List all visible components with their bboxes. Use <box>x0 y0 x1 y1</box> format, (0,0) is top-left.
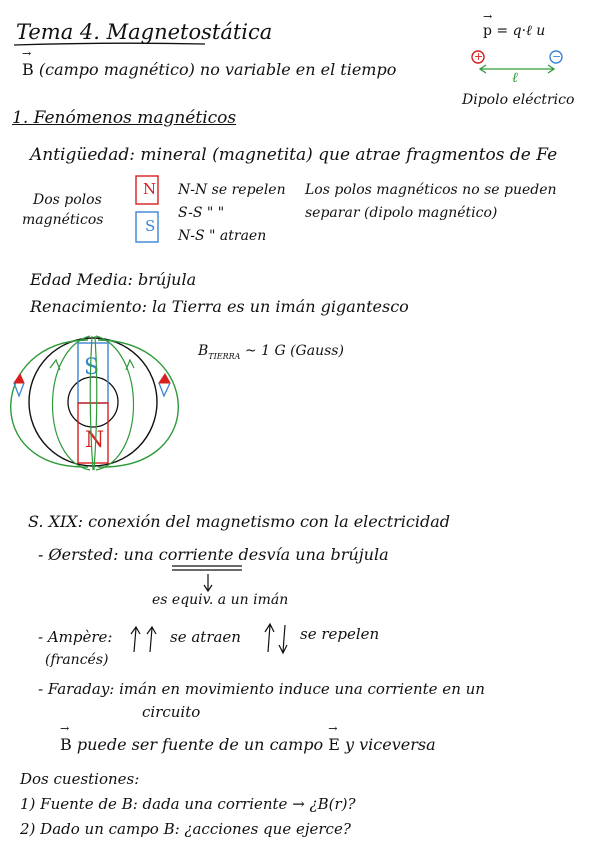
poles-label-1: Dos polos <box>33 192 102 208</box>
ampere-repel: se repelen <box>300 625 380 643</box>
magnet-south-half <box>78 343 108 403</box>
north-pole-box <box>136 176 158 204</box>
pole-rule-2: S-S " " <box>178 205 225 221</box>
oersted-equiv: es equiv. a un imán <box>152 592 289 608</box>
south-pole-letter: S <box>145 217 156 235</box>
questions-heading: Dos cuestiones: <box>20 770 140 788</box>
magnet-north-half <box>78 403 108 463</box>
poles-label-2: magnéticos <box>22 212 104 228</box>
b-vector-symbol: → B <box>22 60 34 79</box>
intro-text: (campo magnético) no variable en el tiempo <box>38 60 397 79</box>
source-text-2: y viceversa <box>344 735 436 754</box>
earth-b-symbol: B <box>198 343 209 359</box>
plus-charge-sign: + <box>474 50 484 63</box>
repel-arrow-up-icon <box>265 624 274 652</box>
earth-north-label: N <box>85 428 105 453</box>
minus-charge-icon <box>550 51 562 63</box>
oersted-line: - Øersted: una corriente desvía una brújula <box>38 545 389 564</box>
earth-south-label: S <box>84 355 100 380</box>
attract-arrow-2-icon <box>147 627 156 652</box>
faraday-line-1: - Faraday: imán en movimiento induce una corriente en un <box>38 680 485 698</box>
renaissance-line: Renacimiento: la Tierra es un imán gigantesco <box>30 297 409 316</box>
south-pole-box <box>136 212 158 242</box>
earth-b-magnitude: ~ 1 G (Gauss) <box>244 343 344 359</box>
dipole-length-label: ℓ <box>512 70 518 86</box>
title-underline <box>14 43 205 45</box>
xix-line: S. XIX: conexión del magnetismo con la electricidad <box>28 512 450 531</box>
question-1: 1) Fuente de B: dada una corriente → ¿B(r)? <box>20 795 356 813</box>
source-e-symbol: → E <box>328 735 340 754</box>
xix-underline <box>12 129 225 130</box>
middle-ages-line: Edad Media: brújula <box>30 270 197 289</box>
earth-inner-circle <box>68 377 118 427</box>
source-text-1: puede ser fuente de un campo <box>76 735 324 754</box>
repel-arrow-down-icon <box>279 625 287 653</box>
pole-rule-3: N-S " atraen <box>178 228 267 244</box>
dipole-label: Dipolo eléctrico <box>462 92 575 108</box>
page-title: Tema 4. Magnetostática <box>16 20 273 44</box>
pole-rule-1: N-N se repelen <box>178 182 286 198</box>
ampere-name: - Ampère: <box>38 628 113 646</box>
dipole-formula-rest: = q·ℓ u <box>496 23 546 39</box>
field-arrow-right-icon <box>126 360 134 370</box>
poles-note-1: Los polos magnéticos no se pueden <box>305 182 557 198</box>
compass-left-icon <box>14 374 24 383</box>
compass-right-icon <box>159 374 170 383</box>
compass-right-south-icon <box>159 383 170 396</box>
question-2: 2) Dado un campo B: ¿acciones que ejerce? <box>20 820 351 838</box>
p-vector-symbol: → p <box>483 23 492 39</box>
ampere-french: (francés) <box>45 652 109 668</box>
attract-arrow-1-icon <box>131 627 140 652</box>
section-heading: 1. Fenómenos magnéticos <box>12 108 237 128</box>
source-b-symbol: → B <box>60 735 72 754</box>
north-pole-letter: N <box>143 180 157 198</box>
plus-charge-icon <box>472 51 484 63</box>
earth-b-subscript: TIERRA <box>208 351 241 361</box>
ampere-attract: se atraen <box>170 628 241 646</box>
minus-charge-sign: − <box>552 50 562 63</box>
compass-left-south-icon <box>14 383 24 396</box>
antiquity-line: Antigüedad: mineral (magnetita) que atrae fragmentos de Fe <box>30 145 558 165</box>
earth-outer-circle <box>29 338 157 466</box>
poles-note-2: separar (dipolo magnético) <box>305 205 498 221</box>
faraday-line-2: circuito <box>142 703 201 721</box>
